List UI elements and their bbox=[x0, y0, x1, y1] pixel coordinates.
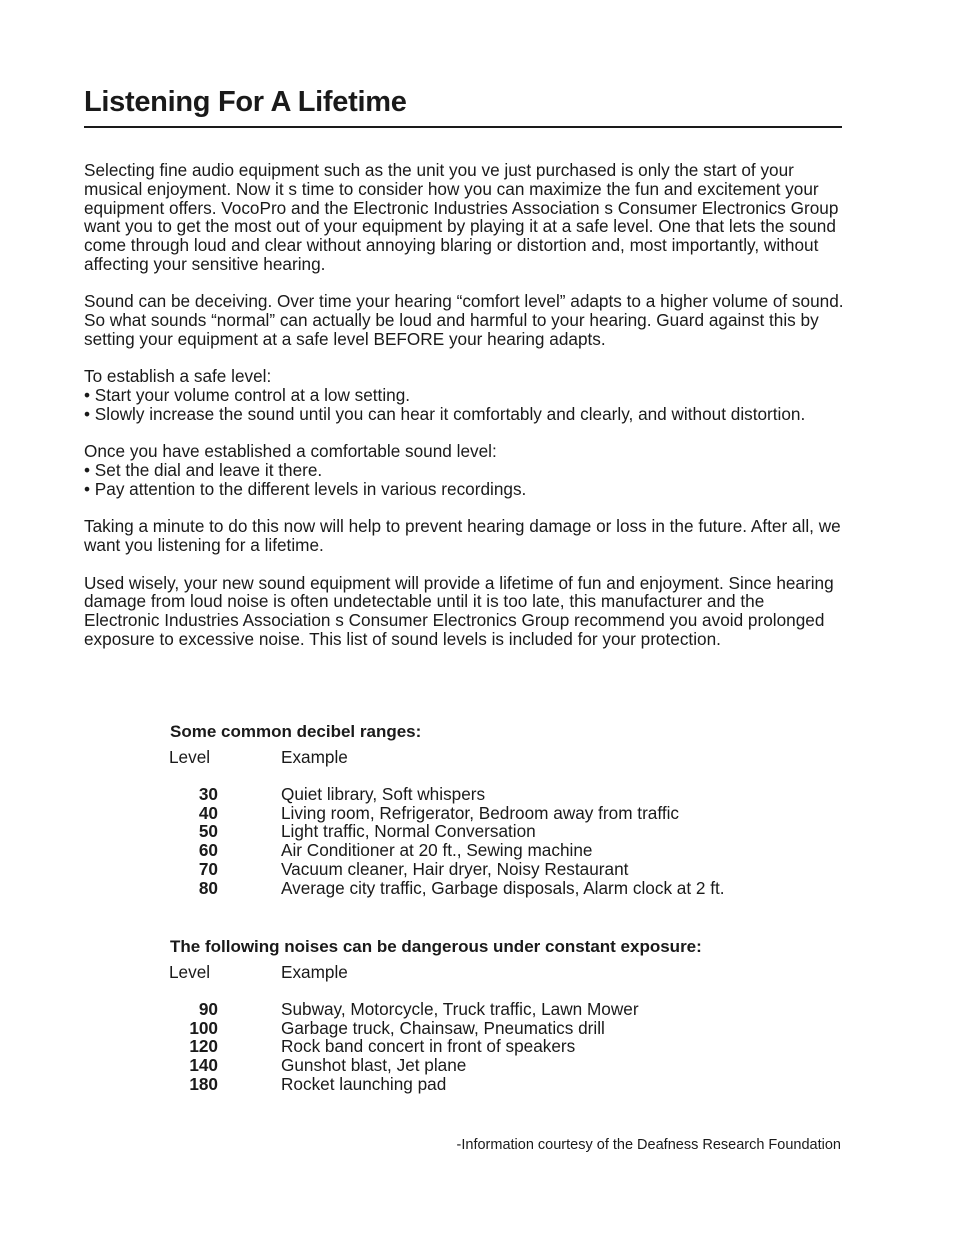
common-table-header bbox=[169, 748, 870, 767]
table-row bbox=[170, 822, 870, 841]
noise-example: Gunshot blast, Jet plane bbox=[281, 1055, 467, 1076]
common-table-rows bbox=[170, 785, 870, 898]
decibel-level: 140 bbox=[189, 1055, 218, 1076]
dangerous-noise-section bbox=[170, 937, 870, 1094]
decibel-level: 30 bbox=[198, 783, 218, 804]
comfortable-bullet-1: • Set the dial and leave it there. bbox=[84, 460, 323, 481]
decibel-level: 80 bbox=[198, 877, 218, 898]
table-row bbox=[170, 879, 870, 898]
table-row bbox=[170, 1000, 870, 1019]
noise-example: Rock band concert in front of speakers bbox=[281, 1036, 576, 1057]
dangerous-table-header bbox=[169, 963, 870, 982]
table-row bbox=[170, 785, 870, 804]
decibel-level: 180 bbox=[189, 1073, 218, 1094]
table-row bbox=[170, 1075, 870, 1094]
safe-level-bullet-2: • Slowly increase the sound until you can hear it comfortably and clearly, and without distortion. bbox=[84, 403, 806, 424]
noise-example: Subway, Motorcycle, Truck traffic, Lawn Mower bbox=[281, 998, 639, 1019]
body-text bbox=[84, 161, 844, 667]
decibel-level: 70 bbox=[198, 858, 218, 879]
example-column-header: Example bbox=[281, 962, 348, 982]
noise-example: Average city traffic, Garbage disposals, Alarm clock at 2 ft. bbox=[281, 877, 725, 898]
noise-example: Light traffic, Normal Conversation bbox=[281, 821, 536, 842]
decibel-level: 50 bbox=[198, 821, 218, 842]
paragraph-intro: Selecting fine audio equipment such as the unit you ve just purchased is only the start of your musical enjoyment. Now it s time to consider how you can maximize the fun and excitement your equipment offers. VocoPro and the Electronic Industries Association s Consumer Electronics Group want you to get the most out of your equipment by playing it at a safe level. One that lets the sound come through loud and clear without annoying blaring or distortion and, most importantly, without affecting your sensitive hearing. bbox=[84, 160, 839, 274]
decibel-level: 40 bbox=[198, 802, 218, 823]
decibel-level: 120 bbox=[189, 1036, 218, 1057]
common-decibel-section bbox=[170, 722, 870, 898]
source-credit: -Information courtesy of the Deafness Research Foundation bbox=[456, 1137, 841, 1153]
table-row bbox=[170, 804, 870, 823]
noise-example: Garbage truck, Chainsaw, Pneumatics drill bbox=[281, 1017, 605, 1038]
noise-example: Rocket launching pad bbox=[281, 1073, 447, 1094]
noise-example: Quiet library, Soft whispers bbox=[281, 783, 486, 804]
table-row bbox=[170, 841, 870, 860]
page-title: Listening For A Lifetime bbox=[84, 86, 407, 118]
table-row bbox=[170, 860, 870, 879]
example-column-header: Example bbox=[281, 747, 348, 767]
noise-example: Air Conditioner at 20 ft., Sewing machine bbox=[281, 840, 593, 861]
paragraph-comfortable-level bbox=[84, 442, 844, 498]
table-row bbox=[170, 1019, 870, 1038]
decibel-level: 100 bbox=[189, 1017, 218, 1038]
noise-example: Living room, Refrigerator, Bedroom away from traffic bbox=[281, 802, 680, 823]
common-decibel-heading: Some common decibel ranges: bbox=[170, 722, 422, 741]
level-column-header: Level bbox=[169, 962, 211, 982]
decibel-level: 60 bbox=[198, 840, 218, 861]
comfortable-intro: Once you have established a comfortable sound level: bbox=[84, 441, 497, 462]
paragraph-minute: Taking a minute to do this now will help to prevent hearing damage or loss in the future. After all, we want you listening for a lifetime. bbox=[84, 516, 841, 556]
dangerous-noise-heading: The following noises can be dangerous under constant exposure: bbox=[170, 937, 702, 956]
comfortable-bullet-2: • Pay attention to the different levels in various recordings. bbox=[84, 478, 527, 499]
decibel-level: 90 bbox=[198, 998, 218, 1019]
noise-example: Vacuum cleaner, Hair dryer, Noisy Restaurant bbox=[281, 858, 629, 879]
safe-level-intro: To establish a safe level: bbox=[84, 366, 272, 387]
dangerous-table-rows bbox=[170, 1000, 870, 1094]
title-divider bbox=[84, 126, 842, 128]
table-row bbox=[170, 1037, 870, 1056]
level-column-header: Level bbox=[169, 747, 211, 767]
table-row bbox=[170, 1056, 870, 1075]
paragraph-used-wisely: Used wisely, your new sound equipment will provide a lifetime of fun and enjoyment. Since hearing damage from loud noise is often undetectable until it is too late, this manufacturer and the Electronic Industries Association s Consumer Electronics Group recommend you avoid prolonged exposure to excessive noise. This list of sound levels is included for your protection. bbox=[84, 572, 834, 649]
safe-level-bullet-1: • Start your volume control at a low setting. bbox=[84, 385, 411, 406]
paragraph-deceiving: Sound can be deceiving. Over time your hearing “comfort level” adapts to a higher volume of sound. So what sounds “normal” can actually be loud and harmful to your hearing. Guard against this by setting your equipment at a safe level BEFORE your hearing adapts. bbox=[84, 291, 844, 349]
paragraph-safe-level bbox=[84, 367, 844, 423]
